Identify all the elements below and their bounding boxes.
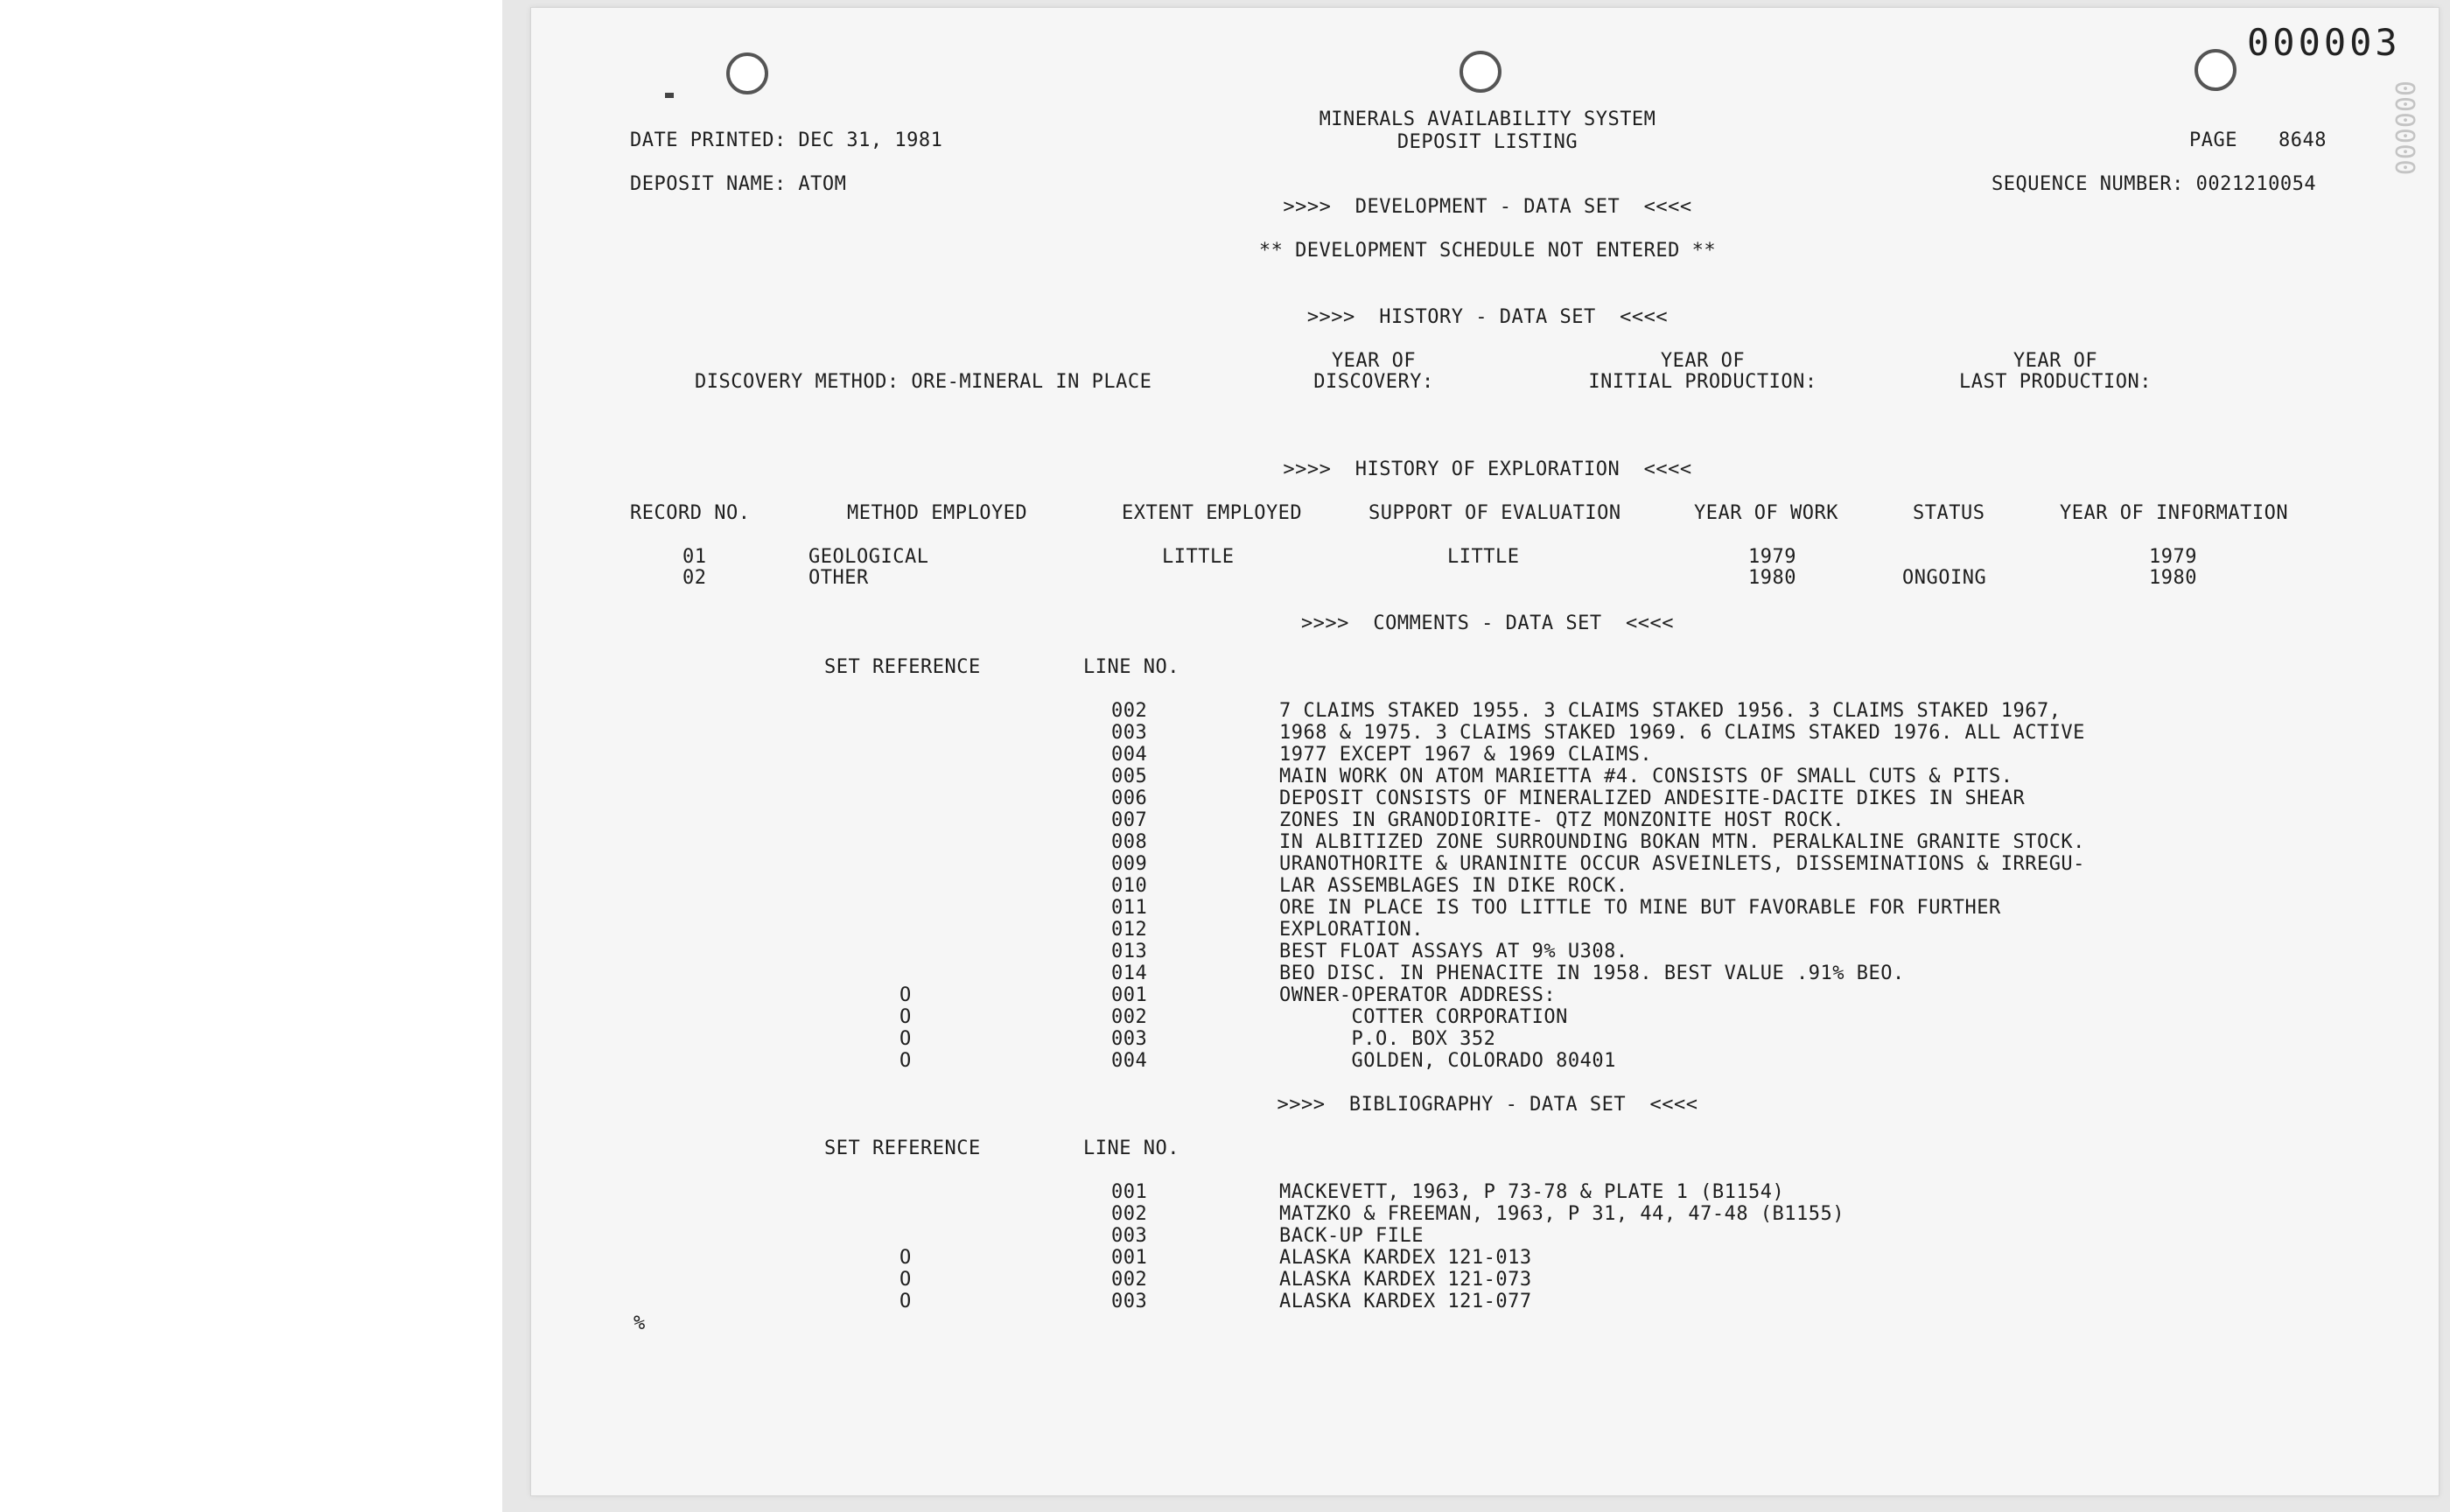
- set-reference: O: [900, 1247, 912, 1269]
- year-discovery-label-1: YEAR OF: [1331, 350, 1417, 372]
- comment-text: GOLDEN, COLORADO 80401: [1279, 1050, 1616, 1072]
- year-initial-label-1: YEAR OF: [1660, 350, 1746, 372]
- method-employed: OTHER: [808, 567, 869, 589]
- set-reference: O: [900, 1050, 912, 1072]
- col-year-of-information: YEAR OF INFORMATION: [2060, 502, 2289, 524]
- col-status: STATUS: [1913, 502, 1985, 524]
- line-no: 002: [1111, 1269, 1148, 1291]
- set-reference: O: [900, 1269, 912, 1291]
- comment-text: BACK-UP FILE: [1279, 1225, 1424, 1247]
- col-method-employed: METHOD EMPLOYED: [847, 502, 1028, 524]
- year-of-work: 1980: [1748, 567, 1796, 589]
- comments-section-title: >>>> COMMENTS - DATA SET <<<<: [1300, 612, 1675, 634]
- page-label: PAGE: [2189, 130, 2237, 151]
- comment-text: MAIN WORK ON ATOM MARIETTA #4. CONSISTS OF SMALL CUTS & PITS.: [1279, 766, 2013, 788]
- line-no: 002: [1111, 700, 1148, 722]
- year-last-label-2: LAST PRODUCTION:: [1959, 371, 2152, 393]
- punch-hole-icon: [2194, 49, 2236, 91]
- system-title: MINERALS AVAILABILITY SYSTEM: [1319, 108, 1656, 130]
- page-number: 8648: [2278, 130, 2327, 151]
- punch-hole-icon: [1460, 51, 1502, 93]
- discovery-method: DISCOVERY METHOD: ORE-MINERAL IN PLACE: [695, 371, 1152, 393]
- year-discovery-label-2: DISCOVERY:: [1313, 371, 1434, 393]
- year-of-work: 1979: [1748, 546, 1796, 568]
- comment-text: IN ALBITIZED ZONE SURROUNDING BOKAN MTN. PERALKALINE GRANITE STOCK.: [1279, 831, 2085, 853]
- line-no: 009: [1111, 853, 1148, 875]
- comment-text: ZONES IN GRANODIORITE- QTZ MONZONITE HOST ROCK.: [1279, 809, 1845, 831]
- development-section-title: >>>> DEVELOPMENT - DATA SET <<<<: [1283, 196, 1692, 218]
- page-stamp: 000003: [2247, 21, 2401, 64]
- comment-text: P.O. BOX 352: [1279, 1028, 1496, 1050]
- comment-text: URANOTHORITE & URANINITE OCCUR ASVEINLETS, DISSEMINATIONS & IRREGU-: [1279, 853, 2085, 875]
- comment-text: BEO DISC. IN PHENACITE IN 1958. BEST VALUE .91% BEO.: [1279, 962, 1905, 984]
- line-no: 013: [1111, 941, 1148, 962]
- comment-text: BEST FLOAT ASSAYS AT 9% U308.: [1279, 941, 1628, 962]
- development-note: ** DEVELOPMENT SCHEDULE NOT ENTERED **: [1258, 240, 1717, 262]
- exploration-section-title: >>>> HISTORY OF EXPLORATION <<<<: [1283, 458, 1692, 480]
- comment-text: ALASKA KARDEX 121-077: [1279, 1291, 1532, 1312]
- date-printed: DATE PRINTED: DEC 31, 1981: [630, 130, 943, 151]
- set-reference: O: [900, 1028, 912, 1050]
- bibliography-col-line-no: LINE NO.: [1083, 1138, 1180, 1159]
- comment-text: ALASKA KARDEX 121-013: [1279, 1247, 1532, 1269]
- col-record-no: RECORD NO.: [630, 502, 751, 524]
- record-no: 01: [682, 546, 707, 568]
- line-no: 011: [1111, 897, 1148, 919]
- comment-text: OWNER-OPERATOR ADDRESS:: [1279, 984, 1557, 1006]
- status: ONGOING: [1902, 567, 1987, 589]
- comments-col-line-no: LINE NO.: [1083, 656, 1180, 678]
- col-extent-employed: EXTENT EMPLOYED: [1122, 502, 1303, 524]
- comment-text: 1968 & 1975. 3 CLAIMS STAKED 1969. 6 CLAIMS STAKED 1976. ALL ACTIVE: [1279, 722, 2085, 744]
- margin-stamp: [2389, 80, 2424, 175]
- comments-col-set-reference: SET REFERENCE: [824, 656, 981, 678]
- comment-text: MATZKO & FREEMAN, 1963, P 31, 44, 47-48 (B1155): [1279, 1203, 1845, 1225]
- line-no: 001: [1111, 1181, 1148, 1203]
- deposit-name: DEPOSIT NAME: ATOM: [630, 173, 847, 195]
- comment-text: MACKEVETT, 1963, P 73-78 & PLATE 1 (B1154): [1279, 1181, 1785, 1203]
- line-no: 014: [1111, 962, 1148, 984]
- line-no: 003: [1111, 722, 1148, 744]
- comment-text: 1977 EXCEPT 1967 & 1969 CLAIMS.: [1279, 744, 1653, 766]
- line-no: 007: [1111, 809, 1148, 831]
- margin-stamp-text: 000000: [2389, 80, 2419, 176]
- line-no: 004: [1111, 744, 1148, 766]
- set-reference: O: [900, 984, 912, 1006]
- line-no: 001: [1111, 1247, 1148, 1269]
- line-no: 003: [1111, 1291, 1148, 1312]
- line-no: 010: [1111, 875, 1148, 897]
- history-section-title: >>>> HISTORY - DATA SET <<<<: [1306, 306, 1669, 328]
- ink-mark: [665, 93, 674, 98]
- end-mark: %: [634, 1312, 646, 1334]
- bibliography-col-set-reference: SET REFERENCE: [824, 1138, 981, 1159]
- line-no: 003: [1111, 1225, 1148, 1247]
- comment-text: DEPOSIT CONSISTS OF MINERALIZED ANDESITE-DACITE DIKES IN SHEAR: [1279, 788, 2026, 809]
- support-of-evaluation: LITTLE: [1447, 546, 1520, 568]
- extent-employed: LITTLE: [1162, 546, 1235, 568]
- set-reference: O: [900, 1291, 912, 1312]
- line-no: 003: [1111, 1028, 1148, 1050]
- comment-text: COTTER CORPORATION: [1279, 1006, 1568, 1028]
- comment-text: EXPLORATION.: [1279, 919, 1424, 941]
- year-of-information: 1980: [2149, 567, 2197, 589]
- listing-title: DEPOSIT LISTING: [1396, 131, 1578, 153]
- comment-text: 7 CLAIMS STAKED 1955. 3 CLAIMS STAKED 1956. 3 CLAIMS STAKED 1967,: [1279, 700, 2062, 722]
- method-employed: GEOLOGICAL: [808, 546, 929, 568]
- line-no: 012: [1111, 919, 1148, 941]
- year-of-information: 1979: [2149, 546, 2197, 568]
- punch-hole-icon: [726, 52, 768, 94]
- col-support-of-evaluation: SUPPORT OF EVALUATION: [1368, 502, 1621, 524]
- line-no: 002: [1111, 1006, 1148, 1028]
- line-no: 006: [1111, 788, 1148, 809]
- comment-text: LAR ASSEMBLAGES IN DIKE ROCK.: [1279, 875, 1628, 897]
- comment-text: ORE IN PLACE IS TOO LITTLE TO MINE BUT FAVORABLE FOR FURTHER: [1279, 897, 2001, 919]
- line-no: 004: [1111, 1050, 1148, 1072]
- year-initial-label-2: INITIAL PRODUCTION:: [1588, 371, 1817, 393]
- record-no: 02: [682, 567, 707, 589]
- sequence-number: SEQUENCE NUMBER: 0021210054: [1992, 173, 2317, 195]
- line-no: 002: [1111, 1203, 1148, 1225]
- line-no: 008: [1111, 831, 1148, 853]
- col-year-of-work: YEAR OF WORK: [1694, 502, 1838, 524]
- comment-text: ALASKA KARDEX 121-073: [1279, 1269, 1532, 1291]
- line-no: 001: [1111, 984, 1148, 1006]
- bibliography-section-title: >>>> BIBLIOGRAPHY - DATA SET <<<<: [1277, 1094, 1698, 1116]
- set-reference: O: [900, 1006, 912, 1028]
- year-last-label-1: YEAR OF: [2012, 350, 2098, 372]
- line-no: 005: [1111, 766, 1148, 788]
